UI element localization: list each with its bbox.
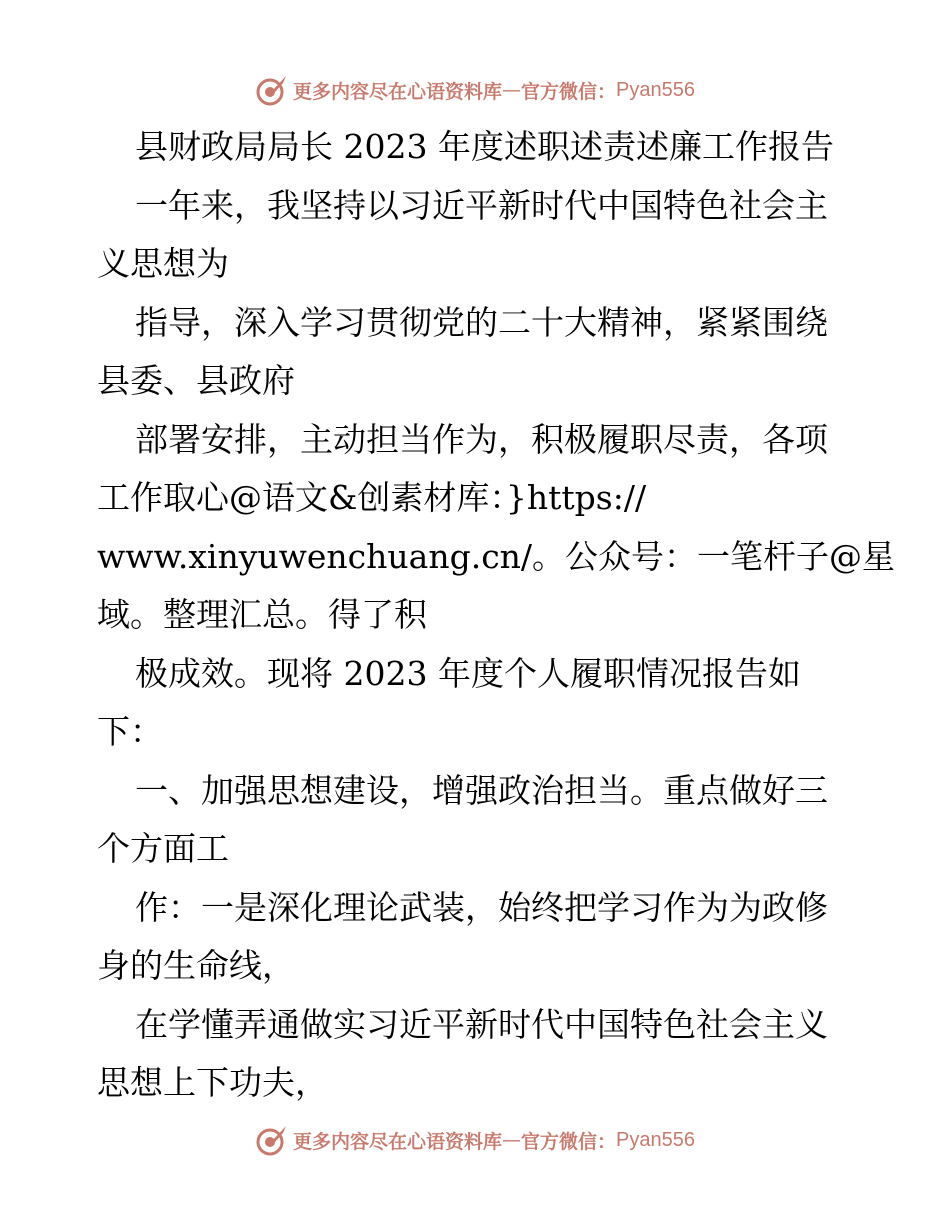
quill-seal-icon — [255, 1123, 289, 1157]
banner-text: 更多内容尽在心语资料库 — [293, 1130, 503, 1153]
text-line: 个方面工 — [97, 829, 229, 868]
banner-wechat-id: Pyan556 — [616, 78, 695, 101]
section-heading: 一、加强思想建设，增强政治担当。重点做好三 — [135, 770, 828, 810]
text-line: 义思想为 — [97, 244, 229, 283]
quill-seal-icon — [255, 73, 289, 107]
text-line: 部署安排，主动担当作为，积极履职尽责，各项 — [135, 419, 828, 459]
text-line: 域。整理汇总。得了积 — [97, 595, 427, 634]
text-line: 县委、县政府 — [97, 361, 295, 400]
text-line: 工作取心@语文&创素材库：}https:// — [97, 478, 647, 517]
text-line: 在学懂弄通做实习近平新时代中国特色社会主义 — [135, 1004, 828, 1044]
banner-separator: — — [502, 79, 522, 101]
banner-suffix: 官方微信： — [521, 80, 617, 103]
text-line: www.xinyuwenchuang.cn/。公众号：一笔杆子@星 — [97, 536, 896, 576]
banner-text: 更多内容尽在心语资料库 — [293, 80, 503, 103]
banner-separator: — — [502, 1129, 522, 1151]
text-line: 极成效。现将 2023 年度个人履职情况报告如 — [135, 653, 801, 693]
document-title: 县财政局局长 2023 年度述职述责述廉工作报告 — [135, 127, 834, 166]
text-line: 下： — [97, 712, 163, 751]
banner-wechat-id: Pyan556 — [616, 1128, 695, 1151]
text-line: 思想上下功夫， — [97, 1063, 328, 1102]
text-line: 身的生命线， — [97, 946, 295, 985]
text-line: 一年来，我坚持以习近平新时代中国特色社会主 — [135, 185, 828, 225]
text-line: 作：一是深化理论武装，始终把学习作为为政修 — [135, 887, 828, 927]
document-body — [97, 118, 896, 1113]
text-line: 指导，深入学习贯彻党的二十大精神，紧紧围绕 — [135, 302, 828, 342]
footer-watermark-banner — [0, 1120, 950, 1160]
header-watermark-banner — [0, 70, 950, 110]
banner-suffix: 官方微信： — [521, 1130, 617, 1153]
